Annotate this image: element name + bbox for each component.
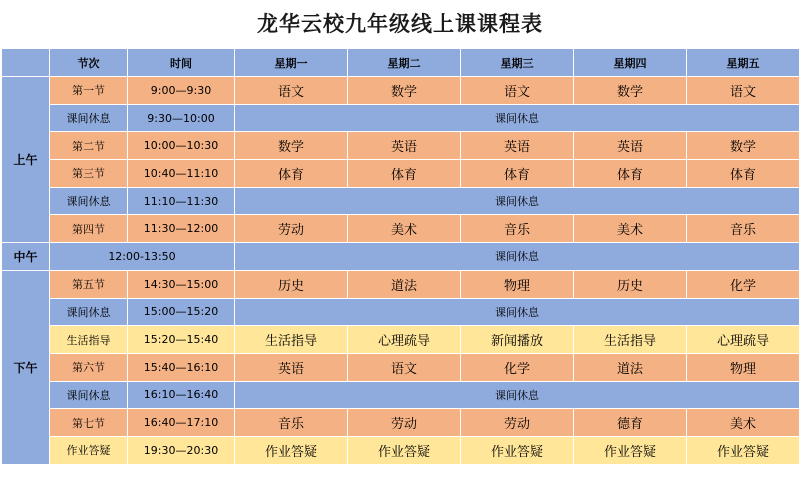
table-row xyxy=(2,187,800,215)
subject-cell: 道法 xyxy=(348,270,461,298)
header-thursday: 星期四 xyxy=(574,49,687,77)
table-row xyxy=(2,409,800,437)
subject-cell: 作业答疑 xyxy=(687,436,800,464)
subject-cell: 英语 xyxy=(235,353,348,381)
break-time: 15:00—15:20 xyxy=(128,298,235,326)
subject-cell: 物理 xyxy=(461,270,574,298)
subject-cell: 语文 xyxy=(348,353,461,381)
table-row xyxy=(2,381,800,409)
subject-cell: 劳动 xyxy=(461,409,574,437)
table-row xyxy=(2,215,800,243)
period-time: 15:20—15:40 xyxy=(128,326,235,354)
period-label: 作业答疑 xyxy=(50,436,128,464)
subject-cell: 历史 xyxy=(235,270,348,298)
header-friday: 星期五 xyxy=(687,49,800,77)
subject-cell: 作业答疑 xyxy=(461,436,574,464)
subject-cell: 体育 xyxy=(348,160,461,188)
subject-cell: 劳动 xyxy=(235,215,348,243)
break-cell: 课间休息 xyxy=(235,298,800,326)
section-noon: 中午 xyxy=(2,243,50,271)
subject-cell: 物理 xyxy=(687,353,800,381)
table-row xyxy=(2,326,800,354)
break-time: 9:30—10:00 xyxy=(128,104,235,132)
schedule-table xyxy=(1,48,800,465)
period-time: 9:00—9:30 xyxy=(128,77,235,105)
subject-cell: 数学 xyxy=(348,77,461,105)
subject-cell: 生活指导 xyxy=(574,326,687,354)
header-tuesday: 星期二 xyxy=(348,49,461,77)
subject-cell: 化学 xyxy=(461,353,574,381)
header-wednesday: 星期三 xyxy=(461,49,574,77)
period-label: 第一节 xyxy=(50,77,128,105)
period-time: 15:40—16:10 xyxy=(128,353,235,381)
subject-cell: 道法 xyxy=(574,353,687,381)
table-row xyxy=(2,270,800,298)
break-cell: 课间休息 xyxy=(235,187,800,215)
subject-cell: 心理疏导 xyxy=(348,326,461,354)
header-cell xyxy=(2,49,50,77)
break-cell: 课间休息 xyxy=(235,381,800,409)
table-row xyxy=(2,104,800,132)
table-row xyxy=(2,353,800,381)
break-cell: 课间休息 xyxy=(235,243,800,271)
subject-cell: 英语 xyxy=(348,132,461,160)
subject-cell: 美术 xyxy=(348,215,461,243)
subject-cell: 心理疏导 xyxy=(687,326,800,354)
subject-cell: 音乐 xyxy=(235,409,348,437)
period-label: 第六节 xyxy=(50,353,128,381)
table-row xyxy=(2,160,800,188)
page-title: 龙华云校九年级线上课课程表 xyxy=(257,12,543,36)
subject-cell: 音乐 xyxy=(687,215,800,243)
table-row xyxy=(2,436,800,464)
table-row xyxy=(2,298,800,326)
header-time: 时间 xyxy=(128,49,235,77)
subject-cell: 体育 xyxy=(687,160,800,188)
subject-cell: 生活指导 xyxy=(235,326,348,354)
subject-cell: 历史 xyxy=(574,270,687,298)
subject-cell: 体育 xyxy=(235,160,348,188)
break-label: 课间休息 xyxy=(50,381,128,409)
subject-cell: 语文 xyxy=(461,77,574,105)
period-label: 第四节 xyxy=(50,215,128,243)
period-label: 第三节 xyxy=(50,160,128,188)
subject-cell: 作业答疑 xyxy=(348,436,461,464)
subject-cell: 劳动 xyxy=(348,409,461,437)
subject-cell: 数学 xyxy=(687,132,800,160)
break-label: 课间休息 xyxy=(50,187,128,215)
subject-cell: 美术 xyxy=(687,409,800,437)
subject-cell: 数学 xyxy=(574,77,687,105)
subject-cell: 语文 xyxy=(235,77,348,105)
period-time: 19:30—20:30 xyxy=(128,436,235,464)
subject-cell: 音乐 xyxy=(461,215,574,243)
section-morning: 上午 xyxy=(2,77,50,243)
subject-cell: 作业答疑 xyxy=(235,436,348,464)
period-label: 第五节 xyxy=(50,270,128,298)
table-row xyxy=(2,243,800,271)
break-label: 课间休息 xyxy=(50,298,128,326)
period-time: 10:00—10:30 xyxy=(128,132,235,160)
period-time: 16:40—17:10 xyxy=(128,409,235,437)
period-time: 10:40—11:10 xyxy=(128,160,235,188)
period-time: 14:30—15:00 xyxy=(128,270,235,298)
header-period: 节次 xyxy=(50,49,128,77)
subject-cell: 美术 xyxy=(574,215,687,243)
table-row xyxy=(2,132,800,160)
subject-cell: 体育 xyxy=(574,160,687,188)
subject-cell: 语文 xyxy=(687,77,800,105)
subject-cell: 英语 xyxy=(461,132,574,160)
subject-cell: 作业答疑 xyxy=(574,436,687,464)
break-label: 课间休息 xyxy=(50,104,128,132)
period-time: 11:30—12:00 xyxy=(128,215,235,243)
break-time: 11:10—11:30 xyxy=(128,187,235,215)
subject-cell: 新闻播放 xyxy=(461,326,574,354)
subject-cell: 化学 xyxy=(687,270,800,298)
header-row xyxy=(2,49,800,77)
period-label: 第二节 xyxy=(50,132,128,160)
period-label: 生活指导 xyxy=(50,326,128,354)
subject-cell: 德育 xyxy=(574,409,687,437)
period-label: 第七节 xyxy=(50,409,128,437)
break-time: 16:10—16:40 xyxy=(128,381,235,409)
section-afternoon: 下午 xyxy=(2,270,50,464)
break-cell: 课间休息 xyxy=(235,104,800,132)
header-monday: 星期一 xyxy=(235,49,348,77)
subject-cell: 体育 xyxy=(461,160,574,188)
subject-cell: 英语 xyxy=(574,132,687,160)
subject-cell: 数学 xyxy=(235,132,348,160)
noon-time: 12:00-13:50 xyxy=(50,243,235,271)
table-row xyxy=(2,77,800,105)
